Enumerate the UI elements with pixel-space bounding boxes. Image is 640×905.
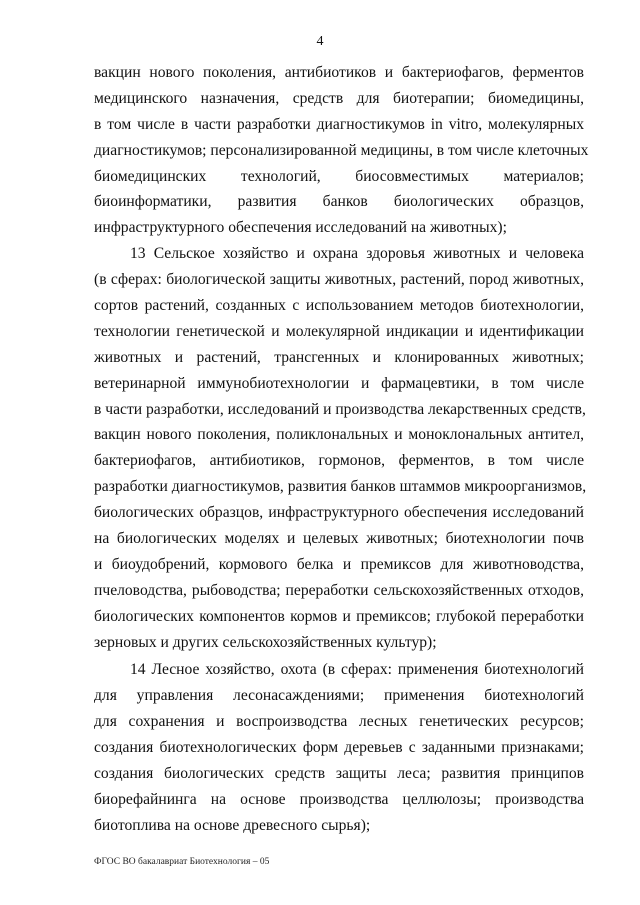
text-line: биомедицинских технологий, биосовместимых материалов; xyxy=(94,167,584,185)
text-line: ветеринарной иммунобиотехнологии и фармацевтики, в том числе xyxy=(94,374,584,392)
text-line: для сохранения и воспроизводства лесных генетических ресурсов; xyxy=(94,713,584,731)
text-line: вакцин нового поколения, поликлональных и моноклональных антител, xyxy=(94,426,584,444)
text-line: вакцин нового поколения, антибиотиков и бактериофагов, ферментов xyxy=(94,64,584,81)
text-line: и биоудобрений, кормового белка и премиксов для животноводства, xyxy=(94,555,584,573)
text-line: биологических компонентов кормов и премиксов; глубокой переработки xyxy=(94,607,584,625)
paragraph-14 xyxy=(94,657,584,838)
text-line: биоинформатики, развития банков биологических образцов, xyxy=(94,193,584,211)
text-line: бактериофагов, антибиотиков, гормонов, ферментов, в том числе xyxy=(94,452,584,470)
text-line: животных и растений, трансгенных и клонированных животных; xyxy=(94,348,584,366)
text-line: в том числе в части разработки диагностикумов in vitro, молекулярных xyxy=(94,115,584,133)
page-number: 4 xyxy=(316,34,324,49)
text-line: биологических образцов, инфраструктурного обеспечения исследований xyxy=(94,504,584,522)
text-line: биотоплива на основе древесного сырья); xyxy=(94,816,371,834)
text-line: диагностикумов; персонализированной медицины, в том числе клеточных xyxy=(94,141,589,159)
text-line: разработки диагностикумов, развития банков штаммов микроорганизмов, xyxy=(94,478,587,496)
text-line: 14 Лесное хозяйство, охота (в сферах: применения биотехнологий xyxy=(130,661,584,679)
text-line: технологии генетической и молекулярной индикации и идентификации xyxy=(94,322,584,340)
text-line: создания биологических средств защиты леса; развития принципов xyxy=(94,765,584,783)
paragraph-13 xyxy=(94,241,587,655)
text-line: пчеловодства, рыбоводства; переработки сельскохозяйственных отходов, xyxy=(94,581,584,599)
text-line: (в сферах: биологической защиты животных, растений, пород животных, xyxy=(94,271,584,289)
text-line: на биологических моделях и целевых животных; биотехнологии почв xyxy=(94,530,584,548)
document-body xyxy=(94,60,589,839)
text-line: медицинского назначения, средств для биотерапии; биомедицины, xyxy=(94,89,584,107)
page-footer: ФГОС ВО бакалавриат Биотехнология – 05 xyxy=(94,857,270,867)
text-line: для управления лесонасаждениями; применения биотехнологий xyxy=(94,687,584,705)
text-line: 13 Сельское хозяйство и охрана здоровья животных и человека xyxy=(130,245,584,263)
text-line: зерновых и других сельскохозяйственных культур); xyxy=(94,633,437,651)
paragraph-continuation xyxy=(94,60,589,241)
text-line: сортов растений, созданных с использованием методов биотехнологии, xyxy=(94,297,584,315)
text-line: создания биотехнологических форм деревьев с заданными признаками; xyxy=(94,739,584,757)
text-line: в части разработки, исследований и производства лекарственных средств, xyxy=(94,400,586,418)
text-line: инфраструктурного обеспечения исследований на животных); xyxy=(94,219,507,237)
text-line: биорефайнинга на основе производства целлюлозы; производства xyxy=(94,790,584,808)
